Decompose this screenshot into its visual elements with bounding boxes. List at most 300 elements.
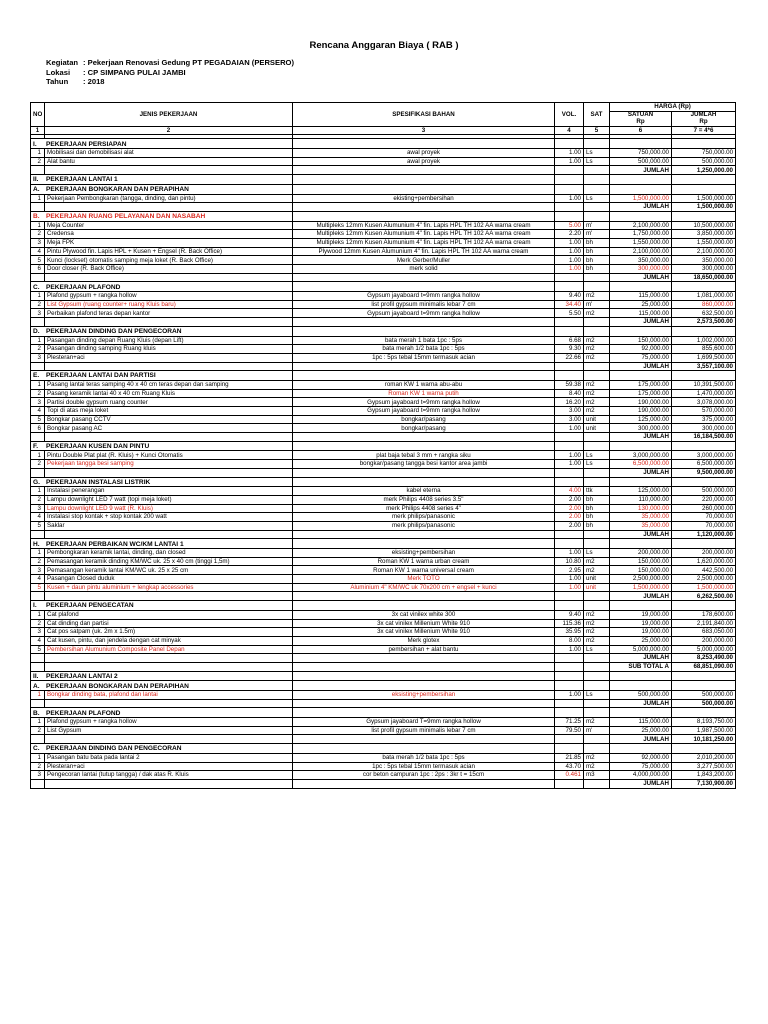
- empty-cell: [555, 371, 584, 381]
- item-name: Meja FPK: [45, 238, 293, 247]
- item-no: 2: [31, 762, 45, 771]
- item-vol: 1.00: [555, 247, 584, 256]
- item-name: Pintu Plywood fin. Lapis HPL + Kusen + Engsel (R. Back Office): [45, 247, 293, 256]
- item-name: Kunci (lockset) otomatis samping meja loket (R. Back Office): [45, 256, 293, 265]
- total-label: JUMLAH: [610, 362, 672, 371]
- empty-cell: [672, 184, 736, 194]
- item-vol: 1.00: [555, 583, 584, 592]
- empty-cell: [672, 139, 736, 149]
- item-vol: 1.00: [555, 157, 584, 166]
- empty-cell: [31, 273, 45, 282]
- item-spec: merk solid: [293, 265, 555, 274]
- header-n1: 1: [31, 126, 45, 135]
- item-spec: Aluminium 4" KM/WC uk 70x200 cm + engsel + kunci: [293, 583, 555, 592]
- item-no: 1: [31, 549, 45, 558]
- section-label: C.: [33, 745, 40, 753]
- item-spec: merk philips/panasonic: [293, 521, 555, 530]
- item-name: Alat bantu: [45, 157, 293, 166]
- item-price: 92,000.00: [610, 753, 672, 762]
- item-unit: bh: [584, 265, 610, 274]
- item-price: 150,000.00: [610, 566, 672, 575]
- item-name: Pasangan Closed duduk: [45, 575, 293, 584]
- empty-cell: [672, 477, 736, 487]
- lokasi-value: : CP SIMPANG PULAI JAMBI: [83, 67, 186, 77]
- empty-cell: [45, 592, 293, 601]
- empty-cell: [584, 530, 610, 539]
- table-row: [31, 636, 736, 645]
- section-row: [31, 477, 736, 487]
- empty-cell: [672, 601, 736, 611]
- item-spec: Gypsum jayaboard T=9mm rangka hollow: [293, 718, 555, 727]
- item-price: 150,000.00: [610, 336, 672, 345]
- item-unit: m2: [584, 380, 610, 389]
- empty-cell: [610, 184, 672, 194]
- item-amount: 683,050.00: [672, 628, 736, 637]
- item-no: 2: [31, 389, 45, 398]
- item-amount: 70,000.00: [672, 521, 736, 530]
- item-vol: 16.20: [555, 398, 584, 407]
- item-no: 6: [31, 424, 45, 433]
- table-row: [31, 557, 736, 566]
- total-row: [31, 433, 736, 442]
- section-label: B.: [33, 213, 40, 221]
- item-amount: 300,000.00: [672, 265, 736, 274]
- item-name: Cat plafond: [45, 610, 293, 619]
- empty-cell: [672, 681, 736, 691]
- item-amount: 10,500,000.00: [672, 221, 736, 230]
- item-price: 115,000.00: [610, 718, 672, 727]
- item-name: Plafond gypsum + rangka hollow: [45, 718, 293, 727]
- empty-cell: [31, 735, 45, 744]
- item-spec: ekisting+pembersihan: [293, 194, 555, 203]
- empty-cell: [672, 175, 736, 185]
- item-name: Plafond gypsum + rangka hollow: [45, 292, 293, 301]
- empty-cell: [584, 433, 610, 442]
- item-amount: 1,500,000.00: [672, 583, 736, 592]
- section-name: PEKERJAAN PLAFOND: [46, 283, 121, 291]
- empty-cell: [555, 139, 584, 149]
- item-unit: Ls: [584, 645, 610, 654]
- total-label: JUMLAH: [610, 779, 672, 788]
- empty-cell: [610, 708, 672, 718]
- section-name: PEKERJAAN INSTALASI LISTRIK: [46, 478, 151, 486]
- empty-cell: [584, 362, 610, 371]
- item-no: 4: [31, 247, 45, 256]
- section-title: [31, 744, 293, 754]
- item-unit: bh: [584, 247, 610, 256]
- empty-cell: [672, 671, 736, 681]
- total-label: SUB TOTAL A: [610, 662, 672, 671]
- item-vol: 5.50: [555, 309, 584, 318]
- empty-cell: [610, 175, 672, 185]
- item-name: Pasangan dinding samping Ruang kluis: [45, 345, 293, 354]
- table-row: [31, 762, 736, 771]
- item-vol: 1.00: [555, 575, 584, 584]
- section-name: PEKERJAAN PLAFOND: [46, 709, 121, 717]
- empty-cell: [293, 203, 555, 212]
- table-row: [31, 407, 736, 416]
- table-row: [31, 247, 736, 256]
- item-amount: 632,500.00: [672, 309, 736, 318]
- empty-cell: [584, 779, 610, 788]
- item-name: Pembongkaran keramik lantai, dinding, dan closed: [45, 549, 293, 558]
- total-amount: 500,000.00: [672, 699, 736, 708]
- section-title: [31, 601, 293, 611]
- item-price: 19,000.00: [610, 610, 672, 619]
- section-row: [31, 175, 736, 185]
- item-price: 500,000.00: [610, 157, 672, 166]
- section-label: F.: [33, 442, 39, 450]
- empty-cell: [293, 184, 555, 194]
- total-label: JUMLAH: [610, 654, 672, 663]
- table-row: [31, 521, 736, 530]
- total-row: [31, 699, 736, 708]
- empty-cell: [555, 681, 584, 691]
- empty-cell: [555, 735, 584, 744]
- empty-cell: [45, 166, 293, 175]
- empty-cell: [31, 166, 45, 175]
- empty-cell: [31, 779, 45, 788]
- item-price: 130,000.00: [610, 504, 672, 513]
- item-name: Credensa: [45, 230, 293, 239]
- empty-cell: [555, 708, 584, 718]
- item-no: 2: [31, 726, 45, 735]
- item-no: 5: [31, 521, 45, 530]
- item-spec: Roman KW 1 warna universal cream: [293, 566, 555, 575]
- total-amount: 68,851,090.00: [672, 662, 736, 671]
- section-label: C.: [33, 283, 40, 291]
- item-unit: m': [584, 230, 610, 239]
- item-spec: bongkar/pasang: [293, 415, 555, 424]
- empty-cell: [293, 601, 555, 611]
- empty-cell: [610, 282, 672, 292]
- item-no: 1: [31, 221, 45, 230]
- item-price: 125,000.00: [610, 415, 672, 424]
- empty-cell: [610, 681, 672, 691]
- item-amount: 6,500,000.00: [672, 460, 736, 469]
- item-vol: 1.00: [555, 265, 584, 274]
- item-price: 1,500,000.00: [610, 194, 672, 203]
- item-vol: 59.38: [555, 380, 584, 389]
- item-vol: 1.00: [555, 149, 584, 158]
- item-no: 4: [31, 513, 45, 522]
- item-unit: unit: [584, 575, 610, 584]
- item-price: 3,000,000.00: [610, 451, 672, 460]
- item-price: 110,000.00: [610, 495, 672, 504]
- section-label: A.: [33, 682, 40, 690]
- item-name: Lampu downlight LED 7 watt (topi meja loket): [45, 495, 293, 504]
- table-row: [31, 610, 736, 619]
- total-row: [31, 530, 736, 539]
- lokasi-label: Lokasi: [46, 67, 71, 77]
- empty-cell: [610, 744, 672, 754]
- empty-cell: [555, 362, 584, 371]
- empty-cell: [31, 468, 45, 477]
- total-row: [31, 654, 736, 663]
- section-row: [31, 708, 736, 718]
- item-name: Pasangan dinding depan Ruang Kluis (depan Lift): [45, 336, 293, 345]
- document-title: Rencana Anggaran Biaya ( RAB ): [309, 40, 459, 51]
- item-price: 35,000.00: [610, 521, 672, 530]
- empty-cell: [584, 662, 610, 671]
- item-amount: 500,000.00: [672, 487, 736, 496]
- empty-cell: [555, 282, 584, 292]
- item-price: 115,000.00: [610, 309, 672, 318]
- section-name: PEKERJAAN PERBAIKAN WC/KM LANTAI 1: [46, 540, 184, 548]
- table-row: [31, 424, 736, 433]
- item-no: 1: [31, 292, 45, 301]
- item-no: 1: [31, 691, 45, 700]
- item-spec: merk Philips 4408 series 4": [293, 504, 555, 513]
- item-spec: eksisting+pembersihan: [293, 691, 555, 700]
- item-amount: 855,600.00: [672, 345, 736, 354]
- empty-cell: [584, 592, 610, 601]
- total-amount: 6,262,500.00: [672, 592, 736, 601]
- kegiatan-value: : Pekerjaan Renovasi Gedung PT PEGADAIAN (PERSERO): [83, 58, 294, 67]
- item-vol: 9.30: [555, 345, 584, 354]
- item-name: Pekerjaan tangga besi samping: [45, 460, 293, 469]
- empty-cell: [45, 699, 293, 708]
- item-unit: Ls: [584, 194, 610, 203]
- item-no: 2: [31, 495, 45, 504]
- item-price: 25,000.00: [610, 636, 672, 645]
- item-no: 5: [31, 415, 45, 424]
- empty-cell: [293, 166, 555, 175]
- table-row: [31, 753, 736, 762]
- section-row: [31, 326, 736, 336]
- item-no: 4: [31, 575, 45, 584]
- total-label: JUMLAH: [610, 273, 672, 282]
- tahun-value: : 2018: [83, 77, 105, 87]
- table-row: [31, 309, 736, 318]
- item-spec: Gypsum jayaboard t=9mm rangka hollow: [293, 398, 555, 407]
- item-spec: awal proyek: [293, 157, 555, 166]
- item-price: 25,000.00: [610, 726, 672, 735]
- total-amount: 1,250,000.00: [672, 166, 736, 175]
- header-harga: HARGA (Rp): [610, 103, 736, 112]
- item-amount: 3,277,500.00: [672, 762, 736, 771]
- table-row: [31, 460, 736, 469]
- item-price: 175,000.00: [610, 389, 672, 398]
- item-name: Bongkar pasang CCTV: [45, 415, 293, 424]
- item-amount: 3,000,000.00: [672, 451, 736, 460]
- item-price: 1,550,000.00: [610, 238, 672, 247]
- item-spec: kabel eterna: [293, 487, 555, 496]
- item-no: 2: [31, 230, 45, 239]
- header-spesifikasi: SPESIFIKASI BAHAN: [293, 103, 555, 127]
- section-title: [31, 681, 293, 691]
- empty-cell: [584, 601, 610, 611]
- item-amount: 178,600.00: [672, 610, 736, 619]
- item-no: 3: [31, 353, 45, 362]
- item-unit: Ls: [584, 691, 610, 700]
- item-vol: 3.00: [555, 407, 584, 416]
- empty-cell: [584, 203, 610, 212]
- empty-cell: [584, 282, 610, 292]
- table-row: [31, 619, 736, 628]
- total-row: [31, 203, 736, 212]
- section-label: II.: [33, 176, 39, 184]
- header-jenis: JENIS PEKERJAAN: [45, 103, 293, 127]
- empty-cell: [672, 441, 736, 451]
- table-row: [31, 221, 736, 230]
- item-name: Cat dinding dan partisi: [45, 619, 293, 628]
- total-amount: 18,650,000.00: [672, 273, 736, 282]
- item-amount: 442,500.00: [672, 566, 736, 575]
- item-unit: m2: [584, 353, 610, 362]
- item-spec: 3x cat vinilex white 300: [293, 610, 555, 619]
- empty-cell: [555, 166, 584, 175]
- header-n6: 6: [610, 126, 672, 135]
- section-row: [31, 441, 736, 451]
- item-amount: 10,391,500.00: [672, 380, 736, 389]
- item-name: Perbaikan plafond teras depan kantor: [45, 309, 293, 318]
- item-spec: Multipleks 12mm Kusen Alumunium 4" fin. Lapis HPL TH 102 AA warna cream: [293, 230, 555, 239]
- item-amount: 750,000.00: [672, 149, 736, 158]
- item-name: Saklar: [45, 521, 293, 530]
- item-name: Pasang lantai teras samping 40 x 40 cm teras depan dan samping: [45, 380, 293, 389]
- total-label: JUMLAH: [610, 166, 672, 175]
- item-name: Pemasangan keramik lantai KM/WC uk. 25 x 25 cm: [45, 566, 293, 575]
- item-spec: merk philips/panasonic: [293, 513, 555, 522]
- empty-cell: [293, 441, 555, 451]
- table-row: [31, 230, 736, 239]
- item-vol: 1.00: [555, 691, 584, 700]
- item-unit: bh: [584, 513, 610, 522]
- item-amount: 2,191,840.00: [672, 619, 736, 628]
- empty-cell: [584, 735, 610, 744]
- item-name: Cat kusen, pintu, dan jendela dengan cat minyak: [45, 636, 293, 645]
- item-price: 19,000.00: [610, 619, 672, 628]
- item-no: 5: [31, 645, 45, 654]
- item-unit: m3: [584, 771, 610, 780]
- empty-cell: [610, 211, 672, 221]
- table-row: [31, 718, 736, 727]
- empty-cell: [31, 362, 45, 371]
- empty-cell: [293, 468, 555, 477]
- item-unit: m2: [584, 619, 610, 628]
- item-price: 2,100,000.00: [610, 221, 672, 230]
- empty-cell: [610, 139, 672, 149]
- item-price: 190,000.00: [610, 407, 672, 416]
- empty-cell: [293, 592, 555, 601]
- item-vol: 21.85: [555, 753, 584, 762]
- item-amount: 2,100,000.00: [672, 247, 736, 256]
- item-spec: 1pc : 5ps tebal 15mm termasuk acian: [293, 762, 555, 771]
- header-no: NO: [31, 103, 45, 127]
- item-unit: m2: [584, 407, 610, 416]
- item-price: 190,000.00: [610, 398, 672, 407]
- empty-cell: [584, 318, 610, 327]
- item-amount: 3,078,000.00: [672, 398, 736, 407]
- item-name: Pasang keramik lantai 40 x 40 cm Ruang Kluis: [45, 389, 293, 398]
- item-price: 2,100,000.00: [610, 247, 672, 256]
- item-no: 2: [31, 345, 45, 354]
- total-amount: 8,253,490.00: [672, 654, 736, 663]
- empty-cell: [31, 433, 45, 442]
- total-amount: 1,120,000.00: [672, 530, 736, 539]
- table-row: [31, 265, 736, 274]
- item-price: 6,500,000.00: [610, 460, 672, 469]
- item-vol: 2.95: [555, 566, 584, 575]
- section-row: [31, 211, 736, 221]
- empty-cell: [555, 203, 584, 212]
- empty-cell: [555, 468, 584, 477]
- section-title: [31, 671, 293, 681]
- empty-cell: [555, 175, 584, 185]
- empty-cell: [45, 362, 293, 371]
- item-unit: bh: [584, 256, 610, 265]
- header-n5: 5: [584, 126, 610, 135]
- empty-cell: [584, 211, 610, 221]
- item-vol: 8.40: [555, 389, 584, 398]
- header-sat: SAT: [584, 103, 610, 127]
- table-row: [31, 256, 736, 265]
- table-row: [31, 149, 736, 158]
- empty-cell: [555, 441, 584, 451]
- section-label: II.: [33, 672, 39, 680]
- item-unit: m2: [584, 718, 610, 727]
- empty-cell: [293, 175, 555, 185]
- item-unit: unit: [584, 415, 610, 424]
- empty-cell: [610, 441, 672, 451]
- item-amount: 1,081,000.00: [672, 292, 736, 301]
- item-spec: Roman KW 1 warna urban cream: [293, 557, 555, 566]
- item-unit: m2: [584, 389, 610, 398]
- item-amount: 5,000,000.00: [672, 645, 736, 654]
- item-spec: bata merah 1/2 bata 1pc : 5ps: [293, 753, 555, 762]
- total-row: [31, 468, 736, 477]
- item-amount: 8,193,750.00: [672, 718, 736, 727]
- table-row: [31, 504, 736, 513]
- item-vol: 115.36: [555, 619, 584, 628]
- item-amount: 220,000.00: [672, 495, 736, 504]
- total-amount: 10,181,250.00: [672, 735, 736, 744]
- section-name: PEKERJAAN LANTAI 1: [46, 176, 118, 184]
- empty-cell: [555, 699, 584, 708]
- item-name: Door closer (R. Back Office): [45, 265, 293, 274]
- item-amount: 1,550,000.00: [672, 238, 736, 247]
- item-spec: cor beton campuran 1pc : 2ps : 3kr t = 15cm: [293, 771, 555, 780]
- empty-cell: [584, 166, 610, 175]
- section-row: [31, 744, 736, 754]
- item-price: 19,000.00: [610, 628, 672, 637]
- table-row: [31, 451, 736, 460]
- empty-cell: [672, 371, 736, 381]
- item-price: 125,000.00: [610, 487, 672, 496]
- item-price: 75,000.00: [610, 762, 672, 771]
- header-n7: 7 = 4*6: [672, 126, 736, 135]
- table-row: [31, 292, 736, 301]
- table-row: [31, 157, 736, 166]
- item-vol: 34.40: [555, 300, 584, 309]
- item-price: 150,000.00: [610, 557, 672, 566]
- item-amount: 3,850,000.00: [672, 230, 736, 239]
- empty-cell: [555, 184, 584, 194]
- item-vol: 9.40: [555, 610, 584, 619]
- item-no: 3: [31, 398, 45, 407]
- item-spec: Merk glotex: [293, 636, 555, 645]
- table-row: [31, 398, 736, 407]
- rab-body: [31, 135, 736, 788]
- total-label: JUMLAH: [610, 318, 672, 327]
- total-row: [31, 779, 736, 788]
- item-spec: 1pc : 5ps tebal 15mm termasuk acian: [293, 353, 555, 362]
- item-unit: bh: [584, 521, 610, 530]
- header-vol: VOL.: [555, 103, 584, 127]
- item-no: 3: [31, 566, 45, 575]
- empty-cell: [584, 273, 610, 282]
